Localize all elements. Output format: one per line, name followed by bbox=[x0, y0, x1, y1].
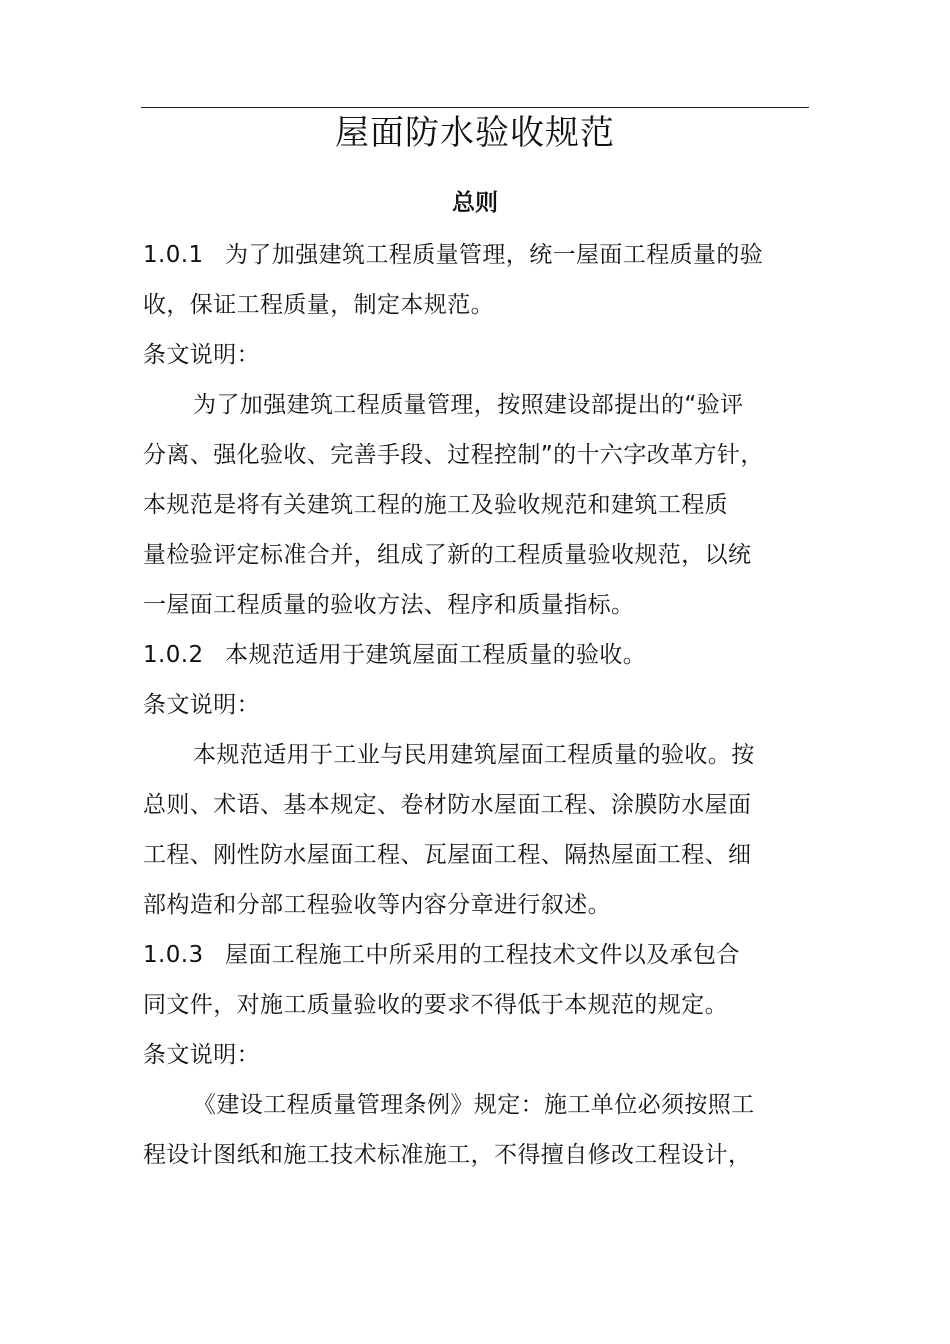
clause-text: 为了加强建筑工程质量管理，统一屋面工程质量的验 bbox=[225, 242, 764, 268]
text-line: 为了加强建筑工程质量管理，按照建设部提出的“验评 bbox=[193, 392, 744, 418]
text-line: 收，保证工程质量，制定本规范。 bbox=[143, 292, 494, 318]
document-body bbox=[143, 235, 833, 1185]
clause-text: 屋面工程施工中所采用的工程技术文件以及承包合 bbox=[225, 942, 740, 968]
text-line: 量检验评定标准合并，组成了新的工程质量验收规范，以统 bbox=[143, 542, 752, 568]
explanation-label: 条文说明： bbox=[143, 692, 260, 718]
text-line: 部构造和分部工程验收等内容分章进行叙述。 bbox=[143, 892, 611, 918]
clause-number: 1.0.2 bbox=[143, 642, 204, 668]
text-line: 本规范是将有关建筑工程的施工及验收规范和建筑工程质 bbox=[143, 492, 728, 518]
text-line: 本规范适用于工业与民用建筑屋面工程质量的验收。按 bbox=[193, 742, 755, 768]
clause-number: 1.0.1 bbox=[143, 242, 204, 268]
text-line: 分离、强化验收、完善手段、过程控制”的十六字改革方针， bbox=[143, 442, 764, 468]
header-rule bbox=[141, 107, 809, 108]
text-line: 总则、术语、基本规定、卷材防水屋面工程、涂膜防水屋面 bbox=[143, 792, 752, 818]
explanation-label: 条文说明： bbox=[143, 1042, 260, 1068]
text-line: 《建设工程质量管理条例》规定：施工单位必须按照工 bbox=[193, 1092, 755, 1118]
clause-text: 本规范适用于建筑屋面工程质量的验收。 bbox=[225, 642, 647, 668]
text-line: 一屋面工程质量的验收方法、程序和质量指标。 bbox=[143, 592, 635, 618]
text-line: 同文件，对施工质量验收的要求不得低于本规范的规定。 bbox=[143, 992, 728, 1018]
section-heading: 总则 bbox=[452, 190, 498, 216]
clause-line bbox=[143, 935, 833, 985]
clause-number: 1.0.3 bbox=[143, 942, 204, 968]
clause-line bbox=[143, 235, 833, 285]
clause-line bbox=[143, 635, 833, 685]
document-title: 屋面防水验收规范 bbox=[335, 113, 615, 153]
explanation-label: 条文说明： bbox=[143, 342, 260, 368]
text-line: 工程、刚性防水屋面工程、瓦屋面工程、隔热屋面工程、细 bbox=[143, 842, 752, 868]
text-line: 程设计图纸和施工技术标准施工，不得擅自修改工程设计， bbox=[143, 1142, 752, 1168]
